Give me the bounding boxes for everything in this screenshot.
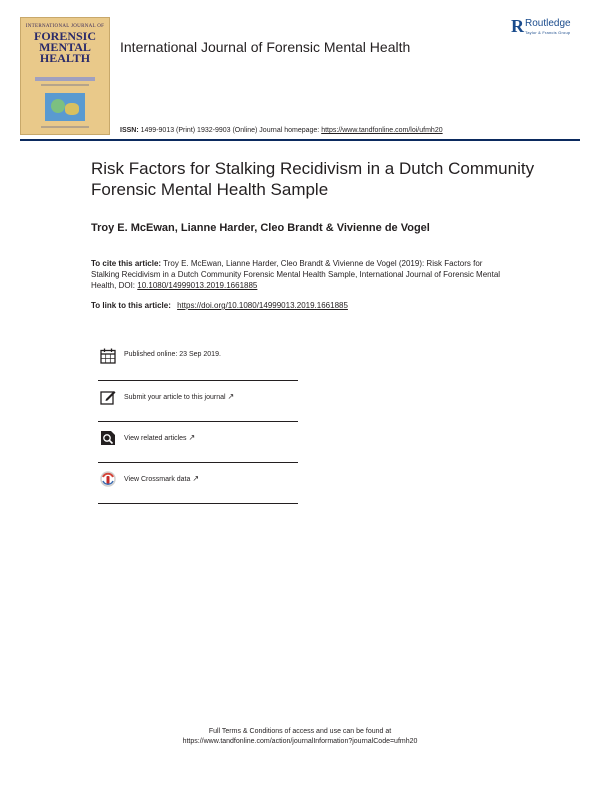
crossmark-link[interactable] <box>124 474 199 483</box>
issn-line <box>120 127 443 134</box>
cover-art-shape-2 <box>65 103 79 115</box>
citation-block <box>91 258 511 291</box>
cover-line-2: FORENSIC <box>33 29 96 43</box>
publisher-name: Routledge <box>525 18 571 29</box>
cover-line-1: INTERNATIONAL JOURNAL OF <box>25 24 105 29</box>
related-articles-row[interactable] <box>98 424 298 462</box>
footer-terms <box>0 727 600 747</box>
info-divider <box>98 421 298 422</box>
journal-cover-image <box>20 17 110 135</box>
routledge-logo-icon: R <box>511 16 524 36</box>
published-online-row <box>98 342 298 380</box>
issn-label: ISSN: <box>120 127 139 134</box>
calendar-icon <box>100 348 116 364</box>
cover-line-4: HEALTH <box>39 51 91 65</box>
header-divider <box>20 139 580 141</box>
info-divider <box>98 462 298 463</box>
submit-article-text: Submit your article to this journal <box>124 394 226 401</box>
publisher-logo <box>511 17 591 39</box>
published-online-text: Published online: 23 Sep 2019. <box>124 351 221 358</box>
cover-footer-band <box>41 126 89 128</box>
crossmark-row[interactable] <box>98 465 298 503</box>
cover-title <box>21 31 109 64</box>
article-link-line <box>91 301 348 310</box>
crossmark-text: View Crossmark data <box>124 476 191 483</box>
article-doi-link[interactable]: https://doi.org/10.1080/14999013.2019.1661885 <box>177 301 348 310</box>
publisher-tagline: Taylor & Francis Group <box>525 30 571 35</box>
related-articles-icon <box>100 430 116 446</box>
submit-article-link[interactable] <box>124 392 234 401</box>
citation-doi-link[interactable]: 10.1080/14999013.2019.1661885 <box>137 281 258 290</box>
cover-band <box>35 77 95 81</box>
footer-terms-link[interactable]: https://www.tandfonline.com/action/journalInformation?journalCode=ufmh20 <box>182 738 418 745</box>
related-articles-link[interactable] <box>124 433 195 442</box>
cover-art-shape-1 <box>51 99 65 113</box>
citation-text: Troy E. McEwan, Lianne Harder, Cleo Brandt & Vivienne de Vogel (2019): Risk Factors for Stalking Recidivism in a Dutch Community Forensic Mental Health Sample, International Journal of Forensic Mental Health, DOI: <box>91 259 501 290</box>
related-articles-text: View related articles <box>124 435 187 442</box>
submit-article-row[interactable] <box>98 383 298 421</box>
footer-line-1: Full Terms & Conditions of access and use can be found at <box>208 728 392 735</box>
article-authors: Troy E. McEwan, Lianne Harder, Cleo Brandt & Vivienne de Vogel <box>91 222 430 234</box>
cover-artwork <box>45 93 85 121</box>
external-link-icon: ↗ <box>188 433 196 442</box>
issn-text: 1499-9013 (Print) 1932-9903 (Online) Journal homepage: <box>140 127 320 134</box>
cover-line-3: MENTAL <box>39 40 91 54</box>
cover-band-2 <box>41 84 89 86</box>
journal-homepage-link[interactable]: https://www.tandfonline.com/loi/ufmh20 <box>321 127 443 134</box>
external-link-icon: ↗ <box>227 392 235 401</box>
info-divider <box>98 380 298 381</box>
edit-icon <box>100 389 116 405</box>
info-divider <box>98 503 298 504</box>
journal-title: International Journal of Forensic Mental Health <box>120 39 411 55</box>
article-title: Risk Factors for Stalking Recidivism in a Dutch Community Forensic Mental Health Sample <box>91 159 535 199</box>
article-link-label: To link to this article: <box>91 301 171 310</box>
crossmark-icon <box>100 471 116 487</box>
citation-label: To cite this article: <box>91 259 162 268</box>
external-link-icon: ↗ <box>192 474 200 483</box>
